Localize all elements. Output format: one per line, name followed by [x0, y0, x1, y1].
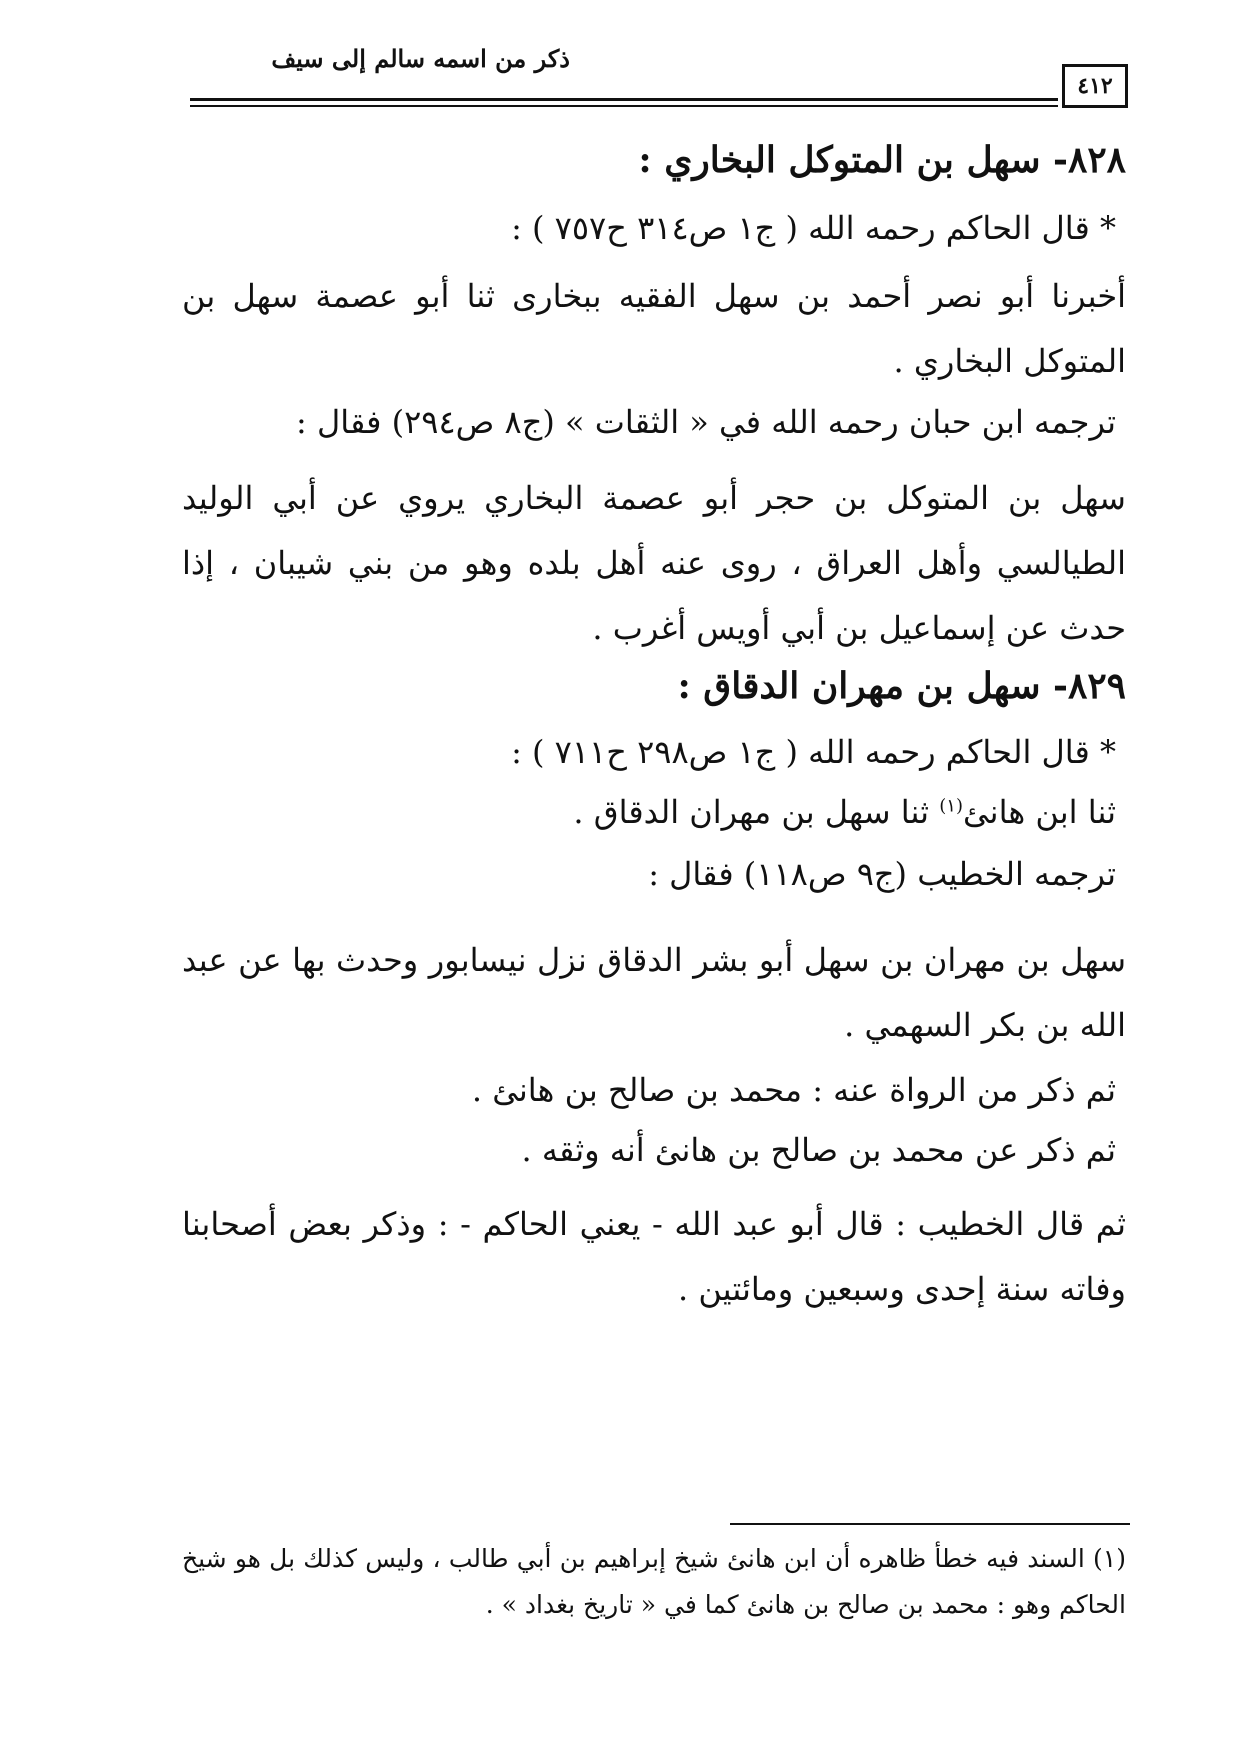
- isnad-paragraph: أخبرنا أبو نصر أحمد بن سهل الفقيه ببخارى ثنا أبو عصمة سهل بن المتوكل البخاري .: [182, 277, 1126, 380]
- narrators-line: ثم ذكر من الرواة عنه : محمد بن صالح بن هانئ .: [471, 1071, 1116, 1109]
- header-rule: [190, 98, 1058, 101]
- page-number: ٤١٢: [1062, 64, 1128, 108]
- tarjama-paragraph: سهل بن المتوكل بن حجر أبو عصمة البخاري يروي عن أبي الوليد الطيالسي وأهل العراق ، روى عنه أهل بلده وهو من بني شيبان ، إذا حدث عن إسماعيل بن أبي أويس أغرب .: [182, 479, 1127, 647]
- footnote-ref: (١): [939, 795, 963, 817]
- hakim-citation: * قال الحاكم رحمه الله ( ج١ ص٣١٤ ح٧٥٧ ) :: [511, 209, 1116, 247]
- death-paragraph: ثم قال الخطيب : قال أبو عبد الله - يعني الحاكم - : وذكر بعض أصحابنا وفاته سنة إحدى وسبعين ومائتين .: [182, 1205, 1126, 1308]
- footnote-rule: [730, 1523, 1130, 1525]
- isnad-start: ثنا ابن هانئ: [962, 793, 1116, 831]
- running-title: ذكر من اسمه سالم إلى سيف: [271, 44, 570, 73]
- entry-heading: ٨٢٩- سهل بن مهران الدقاق :: [677, 665, 1126, 707]
- tarjama-intro: ترجمه الخطيب (ج٩ ص١١٨) فقال :: [648, 855, 1116, 893]
- hakim-citation: * قال الحاكم رحمه الله ( ج١ ص٢٩٨ ح٧١١ ) :: [511, 733, 1116, 771]
- entry-heading: ٨٢٨- سهل بن المتوكل البخاري :: [638, 139, 1126, 181]
- isnad-end: ثنا سهل بن مهران الدقاق .: [573, 793, 940, 831]
- isnad-line: [573, 794, 1116, 831]
- tawthiq-line: ثم ذكر عن محمد بن صالح بن هانئ أنه وثقه .: [521, 1131, 1116, 1169]
- tarjama-intro: ترجمه ابن حبان رحمه الله في « الثقات » (ج٨ ص٢٩٤) فقال :: [296, 403, 1116, 441]
- tarjama-paragraph: سهل بن مهران بن سهل أبو بشر الدقاق نزل نيسابور وحدث بها عن عبد الله بن بكر السهمي .: [182, 941, 1127, 1044]
- header-rule-thin: [190, 105, 1058, 107]
- footnote: (١) السند فيه خطأ ظاهره أن ابن هانئ شيخ إبراهيم بن أبي طالب ، وليس كذلك بل هو شيخ الحاكم وهو : محمد بن صالح بن هانئ كما في « تاريخ بغداد » .: [182, 1544, 1126, 1619]
